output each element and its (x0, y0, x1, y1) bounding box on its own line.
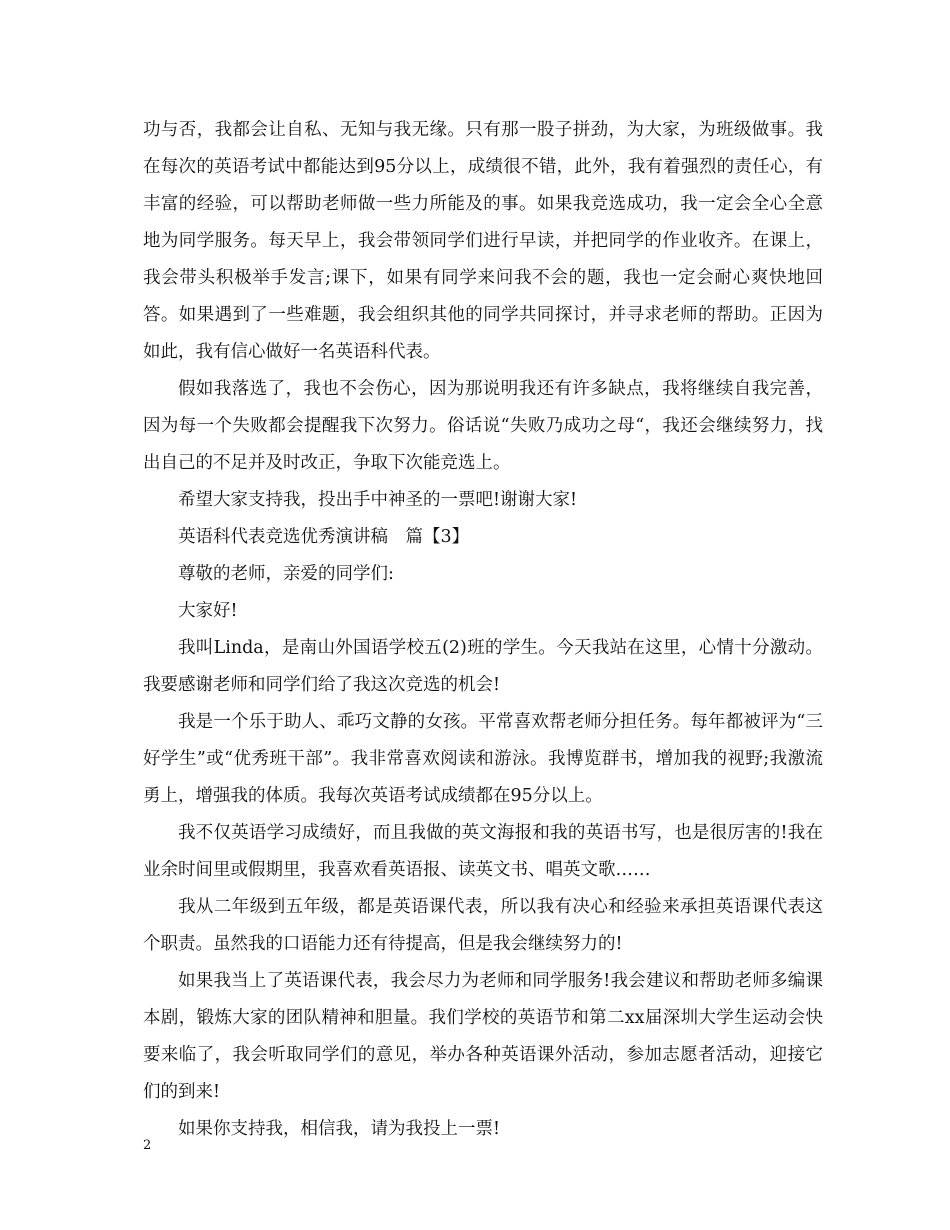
paragraph: 假如我落选了，我也不会伤心，因为那说明我还有许多缺点，我将继续自我完善，因为每一个失败都会提醒我下次努力。俗话说“失败乃成功之母“，我还会继续努力，找出自己的不足并及时改正，争取下次能竞选上。 (143, 379, 823, 473)
salutation: 尊敬的老师，亲爱的同学们: (178, 564, 394, 584)
paragraph: 我是一个乐于助人、乖巧文静的女孩。平常喜欢帮老师分担任务。每年都被评为“三好学生”或“优秀班干部”。我非常喜欢阅读和游泳。我博览群书，增加我的视野;我激流勇上，增强我的体质。我每次英语考试成绩都在95分以上。 (143, 712, 823, 806)
paragraph: 我叫Linda，是南山外国语学校五(2)班的学生。今天我站在这里，心情十分激动。我要感谢老师和同学们给了我这次竞选的机会! (143, 638, 823, 695)
paragraph: 如果我当上了英语课代表，我会尽力为老师和同学服务!我会建议和帮助老师多编课本剧，锻炼大家的团队精神和胆量。我们学校的英语节和第二xx届深圳大学生运动会快要来临了，我会听取同学们的意见，举办各种英语课外活动，参加志愿者活动，迎接它们的到来! (143, 971, 823, 1102)
paragraph: 功与否，我都会让自私、无知与我无缘。只有那一股子拼劲，为大家，为班级做事。我在每次的英语考试中都能达到95分以上，成绩很不错，此外，我有着强烈的责任心，有丰富的经验，可以帮助老师做一些力所能及的事。如果我竞选成功，我一定会全心全意地为同学服务。每天早上，我会带领同学们进行早读，并把同学的作业收齐。在课上，我会带头积极举手发言;课下，如果有同学来问我不会的题，我也一定会耐心爽快地回答。如果遇到了一些难题，我会组织其他的同学共同探讨，并寻求老师的帮助。正因为如此，我有信心做好一名英语科代表。 (143, 120, 823, 362)
paragraph: 我不仅英语学习成绩好，而且我做的英文海报和我的英语书写，也是很厉害的!我在业余时间里或假期里，我喜欢看英语报、读英文书、唱英文歌…… (143, 823, 823, 880)
paragraph: 我从二年级到五年级，都是英语课代表，所以我有决心和经验来承担英语课代表这个职责。虽然我的口语能力还有待提高，但是我会继续努力的! (143, 897, 823, 954)
page-number: 2 (143, 1138, 152, 1153)
closing-paragraph: 如果你支持我，相信我，请为我投上一票! (178, 1119, 501, 1139)
paragraph: 希望大家支持我，投出手中神圣的一票吧!谢谢大家! (178, 490, 578, 510)
greeting: 大家好! (178, 601, 238, 621)
document-body (143, 112, 823, 1148)
section-heading: 英语科代表竞选优秀演讲稿 篇【3】 (178, 527, 470, 547)
